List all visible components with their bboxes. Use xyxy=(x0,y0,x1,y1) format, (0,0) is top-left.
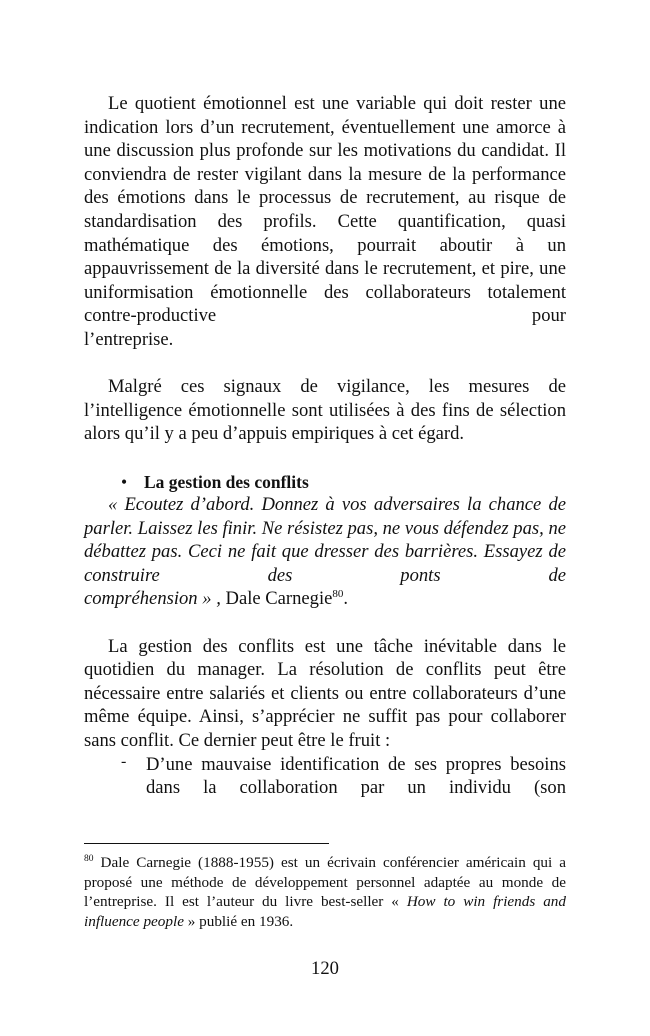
section-heading-text: La gestion des conflits xyxy=(144,471,309,492)
page-body xyxy=(84,92,566,800)
bullet-icon: • xyxy=(121,471,128,492)
list-item xyxy=(84,753,566,800)
footnote-reference[interactable]: 80 xyxy=(332,588,344,601)
footnote-text: Dale Carnegie (1888-1955) est un écrivain conférencier américain qui a proposé une méthode de développement personnel adaptée au monde de l’entreprise. Il est l’auteur du livre best-seller « xyxy=(84,854,566,911)
paragraph-emotional-quotient: Le quotient émotionnel est une variable qui doit rester une indication lors d’un recrutement, éventuellement une amorce à une discussion plus profonde sur les motivations du candidat. Il conviendra de rester vigilant dans la mesure de la performance des émotions dans le processus de recrutement, au risque de standardisation des profils. Cette quantification, quasi mathématique des émotions, pourrait aboutir à un appauvrissement de la diversité dans le recrutement, et pire, une uniformisation émotionnelle des collaborateurs totalement contre-productive pour xyxy=(84,93,566,327)
spacer xyxy=(84,446,566,470)
paragraph-emotional-quotient-end: l’entreprise. xyxy=(84,328,174,350)
footnote-80 xyxy=(84,853,566,931)
footnote-separator xyxy=(84,843,329,844)
spacer xyxy=(84,611,566,635)
paragraph-conflict-management: La gestion des conflits est une tâche inévitable dans le quotidien du manager. La résolution de conflits peut être nécessaire entre salariés et clients ou entre collaborateurs d’une même équipe. Ainsi, s’apprécier ne suffit pas pour collaborer sans conflit. Ce dernier peut être le fruit : xyxy=(84,635,566,752)
page-number: 120 xyxy=(311,958,339,979)
footnote-number: 80 xyxy=(84,854,94,864)
carnegie-quote-end xyxy=(84,587,566,611)
dash-marker: - xyxy=(121,752,127,770)
quote-period: . xyxy=(343,588,349,610)
paragraph-vigilance: Malgré ces signaux de vigilance, les mesures de l’intelligence émotionnelle sont utilisées à des fins de sélection alors qu’il y a peu d’appuis empiriques à cet égard. xyxy=(84,376,566,445)
section-heading xyxy=(84,471,566,495)
spacer xyxy=(84,352,566,376)
carnegie-quote: « Ecoutez d’abord. Donnez à vos adversaires la chance de parler. Laissez les finir. Ne résistez pas, ne vous défendez pas, ne débattez pas. Ceci ne fait que dresser des barrières. Essayez de construire des ponts de xyxy=(84,494,566,586)
list-item-text: D’une mauvaise identification de ses propres besoins dans la collaboration par un individu (son xyxy=(146,753,566,799)
quote-attribution: Dale Carnegie xyxy=(225,588,333,610)
quote-last-line: compréhension » , xyxy=(84,588,221,610)
footnote-text-end: » publié en 1936. xyxy=(183,912,294,930)
footnote-book-title: How to win friends and influence people xyxy=(84,893,566,930)
